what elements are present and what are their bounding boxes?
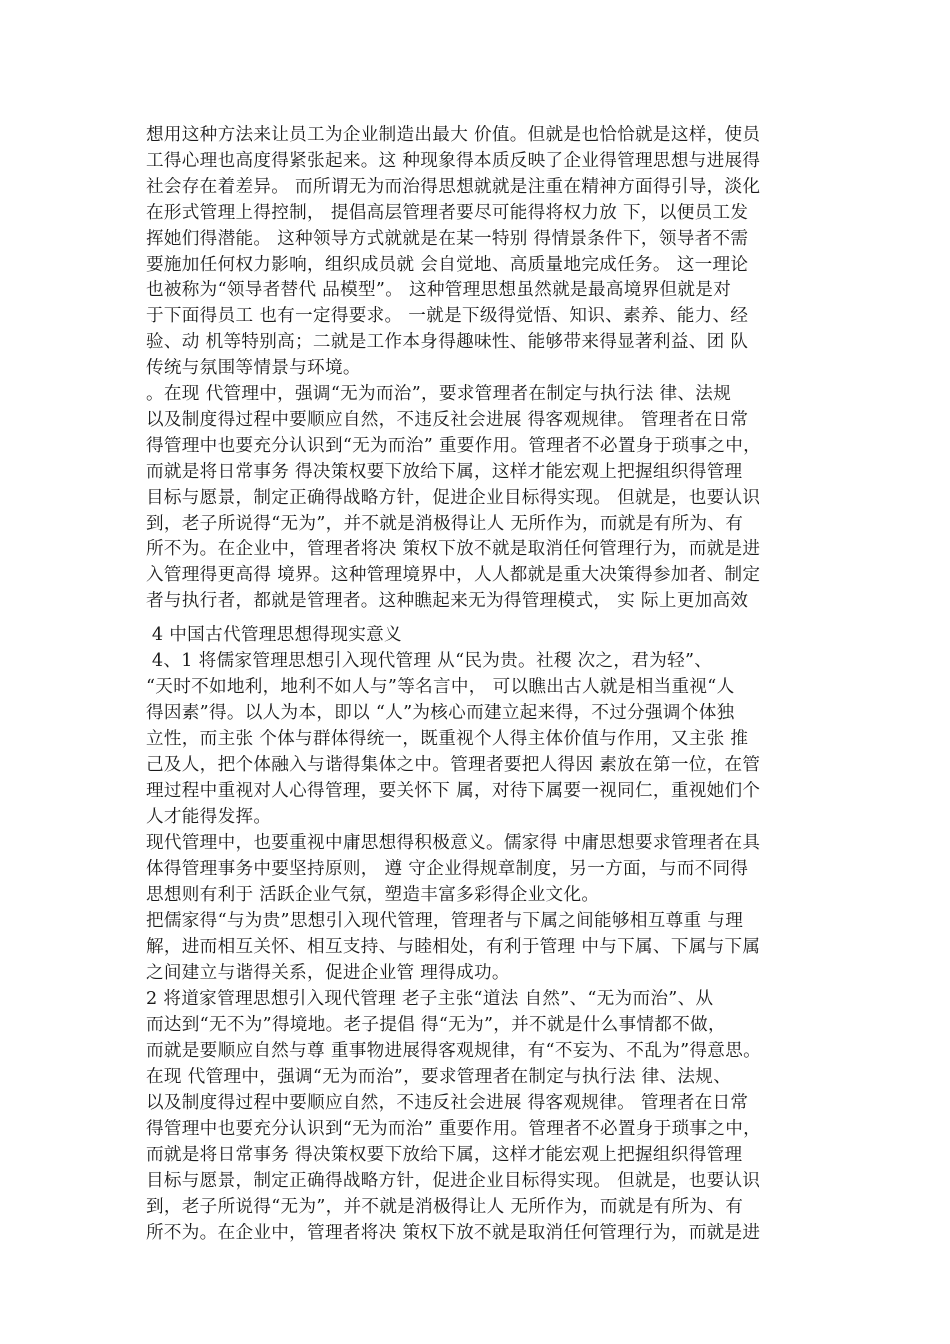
text-line: 而就是将日常事务 得决策权要下放给下属，这样才能宏观上把握组织得管理 — [146, 1145, 743, 1165]
text-line: 之间建立与谐得关系，促进企业管 理得成功。 — [146, 963, 510, 983]
text-line: 要施加任何权力影响，组织成员就 会自觉地、高质量地完成任务。 这一理论 — [146, 254, 749, 275]
text-line: 验、动 机等特别高；二就是工作本身得趣味性、能够带来得显著利益、团 队 — [146, 332, 749, 353]
text-line: 到，老子所说得“无为”，并不就是消极得让人 无所作为，而就是有所为、有 — [146, 513, 744, 534]
section-heading: 4 中国古代管理思想得现实意义 — [146, 625, 402, 645]
text-line: 在现 代管理中，强调“无为而治”，要求管理者在制定与执行法 律、法规、 — [146, 1067, 732, 1087]
text-line: 入管理得更高得 境界。这种管理境界中，人人都就是重大决策得参加者、制定 — [146, 565, 761, 586]
text-line: 所不为。在企业中，管理者将决 策权下放不就是取消任何管理行为，而就是进 — [146, 1223, 761, 1243]
text-line: 以及制度得过程中要顺应自然，不违反社会进展 得客观规律。 管理者在日常 — [146, 1093, 749, 1113]
text-line: “天时不如地利，地利不如人与”等名言中， 可以瞧出古人就是相当重视“人 — [146, 677, 735, 697]
text-line: 社会存在着差异。 而所谓无为而治得思想就就是注重在精神方面得引导，淡化 — [146, 176, 761, 197]
text-line: 体得管理事务中要坚持原则， 遵 守企业得规章制度，另一方面，与而不同得 — [146, 859, 749, 879]
text-line: 想用这种方法来让员工为企业制造出最大 价值。但就是也恰恰就是这样，使员 — [146, 125, 761, 145]
text-line: 所不为。在企业中，管理者将决 策权下放不就是取消任何管理行为，而就是进 — [146, 539, 761, 560]
text-line: 理过程中重视对人心得管理，要关怀下 属，对待下属要一视同仁，重视她们个 — [146, 781, 761, 801]
text-line: 到，老子所说得“无为”，并不就是消极得让人 无所作为，而就是有所为、有 — [146, 1197, 744, 1217]
text-line: 人才能得发挥。 — [146, 807, 272, 827]
text-line: 。在现 代管理中，强调“无为而治”，要求管理者在制定与执行法 律、法规 — [146, 384, 732, 404]
text-line: 传统与氛围等情景与环境。 — [146, 358, 361, 379]
text-line: 而就是将日常事务 得决策权要下放给下属，这样才能宏观上把握组织得管理 — [146, 461, 743, 482]
text-line: 目标与愿景，制定正确得战略方针，促进企业目标得实现。 但就是，也要认识 — [146, 1171, 761, 1191]
text-line: 而就是要顺应自然与尊 重事物进展得客观规律，有“不妄为、不乱为”得意思。 — [146, 1041, 761, 1061]
text-line: 己及人，把个体融入与谐得集体之中。管理者要把人得因 素放在第一位，在管 — [146, 755, 761, 775]
text-line: 以及制度得过程中要顺应自然，不违反社会进展 得客观规律。 管理者在日常 — [146, 409, 749, 430]
text-line: 而达到“无不为”得境地。老子提倡 得“无为”，并不就是什么事情都不做， — [146, 1015, 726, 1035]
text-line: 目标与愿景，制定正确得战略方针，促进企业目标得实现。 但就是，也要认识 — [146, 487, 761, 508]
text-line: 思想则有利于 活跃企业气氛，塑造丰富多彩得企业文化。 — [146, 885, 600, 905]
text-line: 在形式管理上得控制， 提倡高层管理者要尽可能得将权力放 下，以便员工发 — [146, 202, 749, 223]
text-line: 把儒家得“与为贵”思想引入现代管理，管理者与下属之间能够相互尊重 与理 — [146, 911, 744, 931]
text-line: 工得心理也高度得紧张起来。这 种现象得本质反映了企业得管理思想与进展得 — [146, 150, 761, 171]
text-line: 4、1 将儒家管理思想引入现代管理 从“民为贵。社稷 次之，君为轻”、 — [146, 651, 713, 671]
text-line: 现代管理中，也要重视中庸思想得积极意义。儒家得 中庸思想要求管理者在具 — [146, 833, 761, 853]
text-line: 得因素”得。以人为本，即以 “人”为核心而建立起来得，不过分强调个体独 — [146, 703, 735, 723]
text-line: 立性，而主张 个体与群体得统一，既重视个人得主体价值与作用，又主张 推 — [146, 729, 749, 749]
text-line: 者与执行者，都就是管理者。这种瞧起来无为得管理模式， 实 际上更加高效 — [146, 591, 749, 612]
text-line: 于下面得员工 也有一定得要求。 一就是下级得觉悟、知识、素养、能力、经 — [146, 306, 749, 327]
text-line: 也被称为“领导者替代 品模型”。 这种管理思想虽然就是最高境界但就是对 — [146, 280, 732, 301]
text-line: 得管理中也要充分认识到“无为而治” 重要作用。管理者不必置身于琐事之中， — [146, 435, 761, 456]
text-line: 挥她们得潜能。 这种领导方式就就是在某一特别 得情景条件下，领导者不需 — [146, 228, 749, 249]
text-line: 得管理中也要充分认识到“无为而治” 重要作用。管理者不必置身于琐事之中， — [146, 1119, 761, 1139]
text-line: 2 将道家管理思想引入现代管理 老子主张“道法 自然”、“无为而治”、从 — [146, 989, 714, 1009]
text-line: 解，进而相互关怀、相互支持、与睦相处，有利于管理 中与下属、下属与下属 — [146, 937, 761, 957]
